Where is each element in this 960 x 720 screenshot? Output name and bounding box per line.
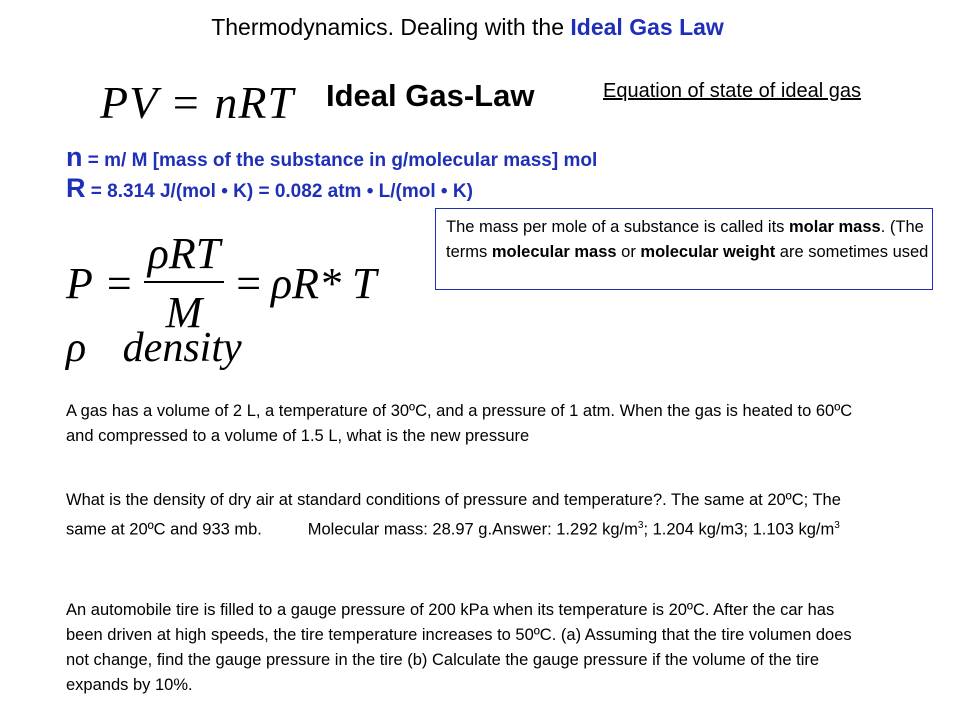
molar-mass-note xyxy=(435,208,933,290)
problem-2-text-a: What is the density of dry air at standard conditions of pressure and temperature?. The same at 20ºC; The same at 20ºC and 933 mb. Molecular mass: 28.97 g.Answer: 1.292 kg/m xyxy=(66,491,846,539)
problem-2-sup-2: 3 xyxy=(834,520,840,531)
title-highlight: Ideal Gas Law xyxy=(570,14,724,40)
n-unit: mol xyxy=(563,150,598,171)
fraction-numerator: ρRT xyxy=(147,229,221,278)
section-heading: Ideal Gas-Law xyxy=(326,78,535,113)
problem-2 xyxy=(66,488,866,543)
note-bold-molecular-mass: molecular mass xyxy=(491,243,617,261)
problem-2-sup-1: 3 xyxy=(637,520,644,531)
note-text-3: or xyxy=(616,243,641,261)
eq-rhs: ρR* T xyxy=(271,258,377,308)
n-definition xyxy=(66,142,597,173)
problem-2-text-b: ; 1.204 kg/m3; 1.103 kg/m xyxy=(643,520,835,539)
r-symbol: R xyxy=(66,173,86,203)
density-definition xyxy=(66,324,242,372)
problem-1: A gas has a volume of 2 L, a temperature of 30ºC, and a pressure of 1 atm. When the gas is heated to 60ºC and compressed to a volume of 1.5 L, what is the new pressure xyxy=(66,402,853,445)
problem-3: An automobile tire is filled to a gauge pressure of 200 kPa when its temperature is 20ºC. After the car has been driven at high speeds, the tire temperature increases to 50ºC. (a) Assuming that the tire volumen does not change, find the gauge pressure in the tire (b) Calculate the gauge pressure if the volume of the tire expands by 10%. xyxy=(66,601,852,694)
equation-of-state-label: Equation of state of ideal gas xyxy=(603,80,861,102)
note-bold-molecular-weight: molecular weight xyxy=(640,243,776,261)
r-definition xyxy=(66,173,473,204)
density-form-equation xyxy=(66,228,376,338)
eq-equals-2: = xyxy=(236,258,262,308)
ideal-gas-equation: PV = nRT xyxy=(100,77,295,128)
note-bold-molar-mass: molar mass xyxy=(789,218,881,236)
title-prefix: Thermodynamics. Dealing with the xyxy=(211,14,571,40)
n-symbol: n xyxy=(66,142,83,172)
note-text-1: The mass per mole of a substance is called its xyxy=(446,218,789,236)
rho-label: density xyxy=(122,325,242,371)
rho-symbol: ρ xyxy=(66,325,87,371)
fraction xyxy=(144,228,224,338)
page-title xyxy=(0,14,935,41)
r-text: = 8.314 J/(mol • K) = 0.082 atm • L/(mol • K) xyxy=(85,181,473,202)
note-text-4: are sometimes used xyxy=(775,243,929,261)
note-text-2: . (The terms xyxy=(446,218,924,261)
eq-p: P xyxy=(66,258,93,308)
fraction-denominator: M xyxy=(165,288,203,337)
eq-equals-1: = xyxy=(106,258,132,308)
n-text: = m/ M [mass of the substance in g/molecular mass] xyxy=(82,150,564,171)
